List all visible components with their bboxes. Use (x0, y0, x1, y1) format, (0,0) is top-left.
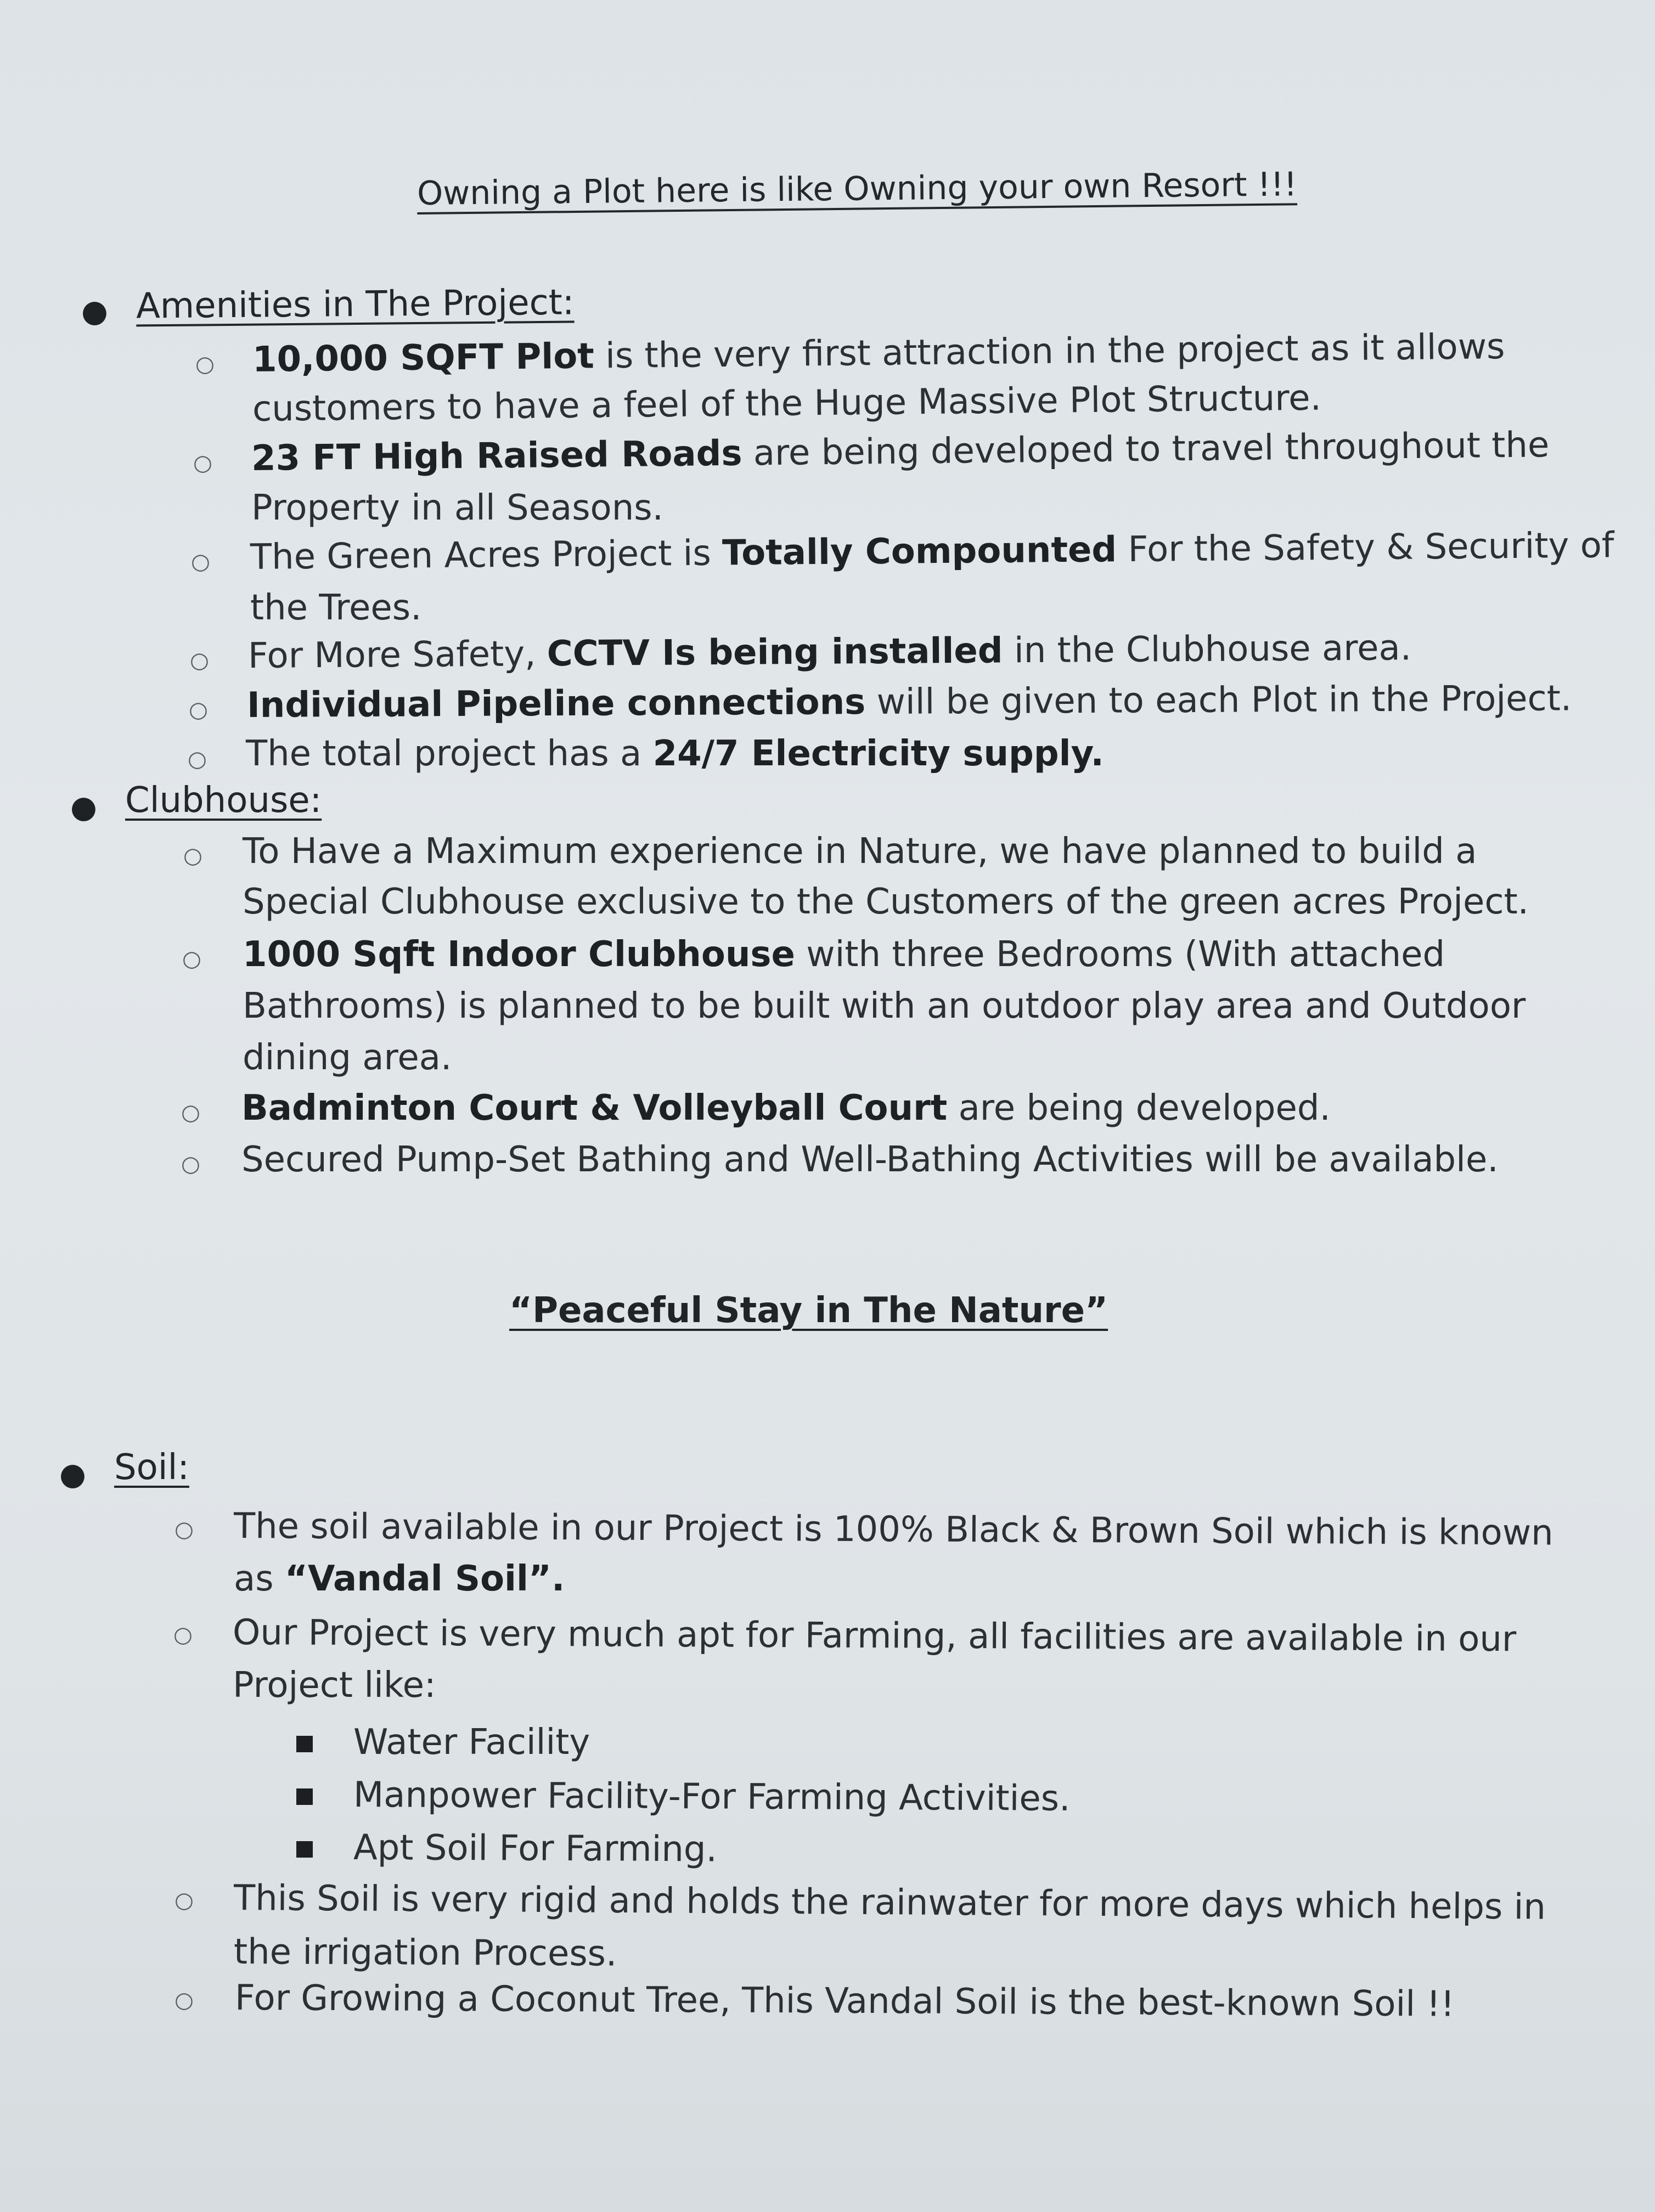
list-item (247, 673, 1572, 731)
list-item-bold: 23 FT High Raised Roads (251, 433, 742, 479)
list-item-text: The total project has a (246, 733, 653, 774)
list-marker: ○ (182, 946, 201, 972)
list-item-text: in the Clubhouse area. (1003, 628, 1412, 672)
page-title: Owning a Plot here is like Owning your own Resort !!! (416, 165, 1298, 213)
list-item-text: are being developed to travel throughout the (742, 425, 1550, 474)
list-item-text: The Green Acres Project is (250, 533, 723, 578)
list-item-bold: 10,000 SQFT Plot (252, 336, 595, 380)
section-bullet-amenities: ● (81, 294, 108, 329)
list-marker: ○ (190, 648, 209, 673)
list-marker: ○ (195, 352, 215, 377)
list-item-continuation: Special Clubhouse exclusive to the Customers of the green acres Project. (243, 882, 1529, 922)
list-marker: ○ (181, 1152, 200, 1177)
list-item (248, 623, 1412, 681)
list-item-continuation: the irrigation Process. (233, 1932, 617, 1974)
list-item-continuation: dining area. (243, 1037, 452, 1078)
list-marker: ○ (191, 549, 210, 574)
list-marker: ○ (183, 843, 202, 868)
list-item-bold: Badminton Court & Volleyball Court (241, 1088, 948, 1128)
list-item-bold: 24/7 Electricity supply. (652, 733, 1104, 774)
list-item-text: will be given to each Plot in the Project. (865, 678, 1572, 723)
section-heading-clubhouse: Clubhouse: (125, 780, 322, 821)
section-bullet-soil: ● (59, 1457, 86, 1492)
list-marker: ○ (188, 747, 207, 772)
list-item-bold: Individual Pipeline connections (246, 682, 866, 726)
sub-list-item: Apt Soil For Farming. (353, 1827, 718, 1870)
list-marker: ○ (174, 1988, 194, 2013)
list-item-bold: CCTV Is being installed (547, 630, 1003, 675)
list-item: Our Project is very much apt for Farming, all facilities are available in our (232, 1612, 1517, 1660)
list-item (241, 1083, 1331, 1133)
list-marker: ○ (174, 1888, 194, 1913)
list-item: The soil available in our Project is 100% Black & Brown Soil which is known (233, 1506, 1553, 1554)
list-item: For Growing a Coconut Tree, This Vandal Soil is the best-known Soil !! (234, 1978, 1455, 2025)
list-item: This Soil is very rigid and holds the rainwater for more days which helps in (233, 1878, 1546, 1928)
list-item (243, 929, 1445, 980)
square-bullet (296, 1841, 313, 1858)
list-item-bold: “Vandal Soil”. (284, 1559, 565, 1599)
section-heading-amenities: Amenities in The Project: (136, 282, 575, 327)
list-marker: ○ (189, 697, 208, 723)
list-item-text: For More Safety, (247, 634, 547, 676)
list-item-text: For the Safety & Security of (1116, 525, 1614, 571)
section-bullet-clubhouse: ● (70, 789, 97, 825)
sub-list-item: Water Facility (353, 1722, 590, 1763)
list-item-bold: 1000 Sqft Indoor Clubhouse (243, 934, 795, 975)
list-marker: ○ (174, 1517, 194, 1542)
list-item-continuation: Property in all Seasons. (251, 488, 663, 528)
list-item-text: are being developed. (947, 1088, 1331, 1128)
list-item-text: is the very first attraction in the project as it allows (594, 326, 1505, 377)
list-marker: ○ (193, 450, 212, 476)
list-item-continuation (234, 1554, 565, 1604)
list-item-text: with three Bedrooms (With attached (795, 934, 1445, 975)
section-heading-soil: Soil: (114, 1447, 189, 1488)
list-item: To Have a Maximum experience in Nature, we have planned to build a (243, 831, 1477, 872)
square-bullet (296, 1788, 313, 1805)
list-marker: ○ (173, 1622, 193, 1647)
list-item (246, 729, 1104, 779)
list-item-continuation: the Trees. (250, 588, 422, 628)
list-item-continuation: customers to have a feel of the Huge Massive Plot Structure. (252, 377, 1322, 430)
list-item-text: as (234, 1559, 285, 1599)
tagline-heading: “Peaceful Stay in The Nature” (509, 1290, 1108, 1331)
list-item-bold: Totally Compounted (722, 529, 1117, 574)
square-bullet (296, 1736, 313, 1752)
list-item-continuation: Bathrooms) is planned to be built with an outdoor play area and Outdoor (243, 986, 1526, 1026)
list-item-continuation: Project like: (233, 1665, 436, 1706)
sub-list-item: Manpower Facility-For Farming Activities. (353, 1775, 1071, 1819)
list-item: Secured Pump-Set Bathing and Well-Bathing Activities will be available. (241, 1139, 1499, 1180)
list-marker: ○ (181, 1100, 200, 1125)
